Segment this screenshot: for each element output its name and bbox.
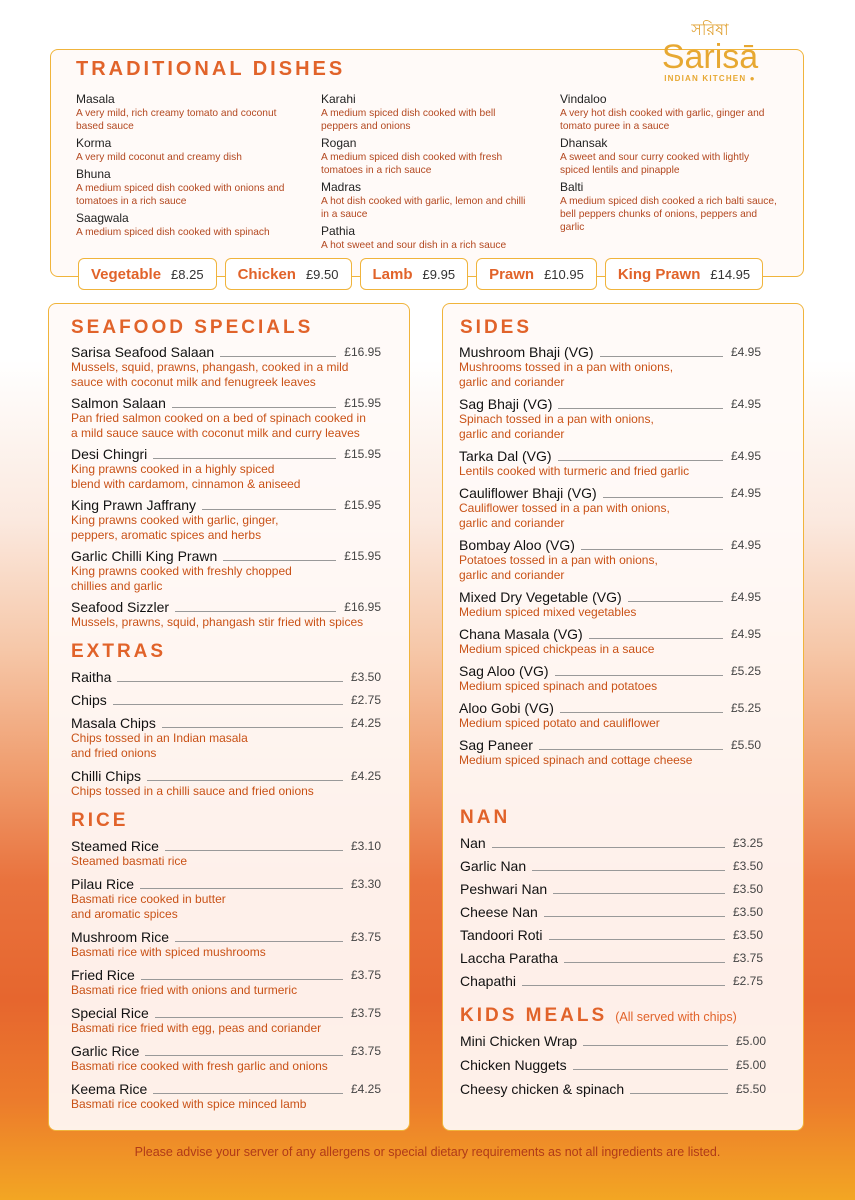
leader-line	[581, 549, 723, 550]
menu-item-description: Spinach tossed in a pan with onions,	[459, 412, 654, 426]
menu-item-row	[459, 625, 761, 642]
menu-item-description: Basmati rice fried with onions and turmeric	[71, 983, 298, 997]
menu-item-price: £3.30	[350, 877, 381, 891]
menu-item	[459, 536, 761, 583]
leader-line	[172, 407, 336, 408]
nan-title: NAN	[460, 807, 511, 828]
protein-price: £9.50	[305, 266, 339, 282]
kids-meals-list	[460, 1032, 766, 1104]
menu-item-row	[71, 598, 381, 615]
dish-description: A sweet and sour curry cooked with lightly spiced lentils and pinapple	[560, 152, 750, 176]
leader-line	[223, 560, 336, 561]
dish-description: A very mild coconut and creamy dish	[76, 152, 242, 163]
dish-name: Saagwala	[76, 211, 129, 225]
traditional-dish	[76, 167, 306, 208]
menu-item-price: £3.50	[732, 859, 763, 873]
menu-item-row	[459, 343, 761, 360]
menu-item	[459, 662, 761, 694]
leader-line	[558, 460, 723, 461]
menu-item-name: Cauliflower Bhaji (VG)	[459, 485, 597, 501]
logo-tagline: INDIAN KITCHEN ●	[664, 74, 756, 83]
leader-line	[220, 356, 336, 357]
dish-name: Korma	[76, 136, 112, 150]
menu-item-row	[71, 1080, 381, 1097]
menu-item-price: £16.95	[344, 600, 381, 614]
menu-item-row	[459, 588, 761, 605]
menu-item-name: Sag Paneer	[459, 737, 533, 753]
menu-item	[71, 668, 381, 685]
menu-item-price: £3.75	[350, 968, 381, 982]
dish-description: A medium spiced dish cooked with onions and tomatoes in a rich sauce	[76, 183, 285, 207]
menu-item	[460, 1056, 766, 1073]
menu-item-row	[71, 547, 381, 564]
traditional-dish	[560, 180, 780, 234]
dish-name: Bhuna	[76, 167, 111, 181]
menu-item-row	[71, 875, 381, 892]
protein-name: Chicken	[237, 265, 296, 283]
menu-item-name: Chapathi	[460, 973, 517, 989]
kids-meals-title: KIDS MEALS (All served with chips)	[460, 1005, 737, 1026]
menu-item-price: £4.95	[730, 345, 761, 359]
menu-item-price: £4.25	[350, 1082, 381, 1096]
menu-item-price: £5.00	[735, 1034, 766, 1048]
protein-price-box	[225, 258, 352, 290]
menu-item-description: Mussels, squid, prawns, phangash, cooked in a mild	[71, 360, 349, 374]
menu-item-description: Medium spiced chickpeas in a sauce	[459, 642, 655, 656]
menu-item	[460, 834, 763, 851]
sides-list	[459, 343, 761, 773]
menu-item-name: Special Rice	[71, 1005, 149, 1021]
leader-line	[600, 356, 723, 357]
menu-item-price: £15.95	[344, 447, 381, 461]
menu-item-description: and aromatic spices	[71, 907, 178, 921]
menu-item	[460, 949, 763, 966]
nan-list	[460, 834, 763, 995]
menu-item-price: £3.75	[350, 1006, 381, 1020]
leader-line	[202, 509, 336, 510]
leader-line	[162, 727, 343, 728]
menu-item-name: Garlic Chilli King Prawn	[71, 548, 218, 564]
leader-line	[555, 675, 723, 676]
menu-item-description: Basmati rice cooked with spice minced lamb	[71, 1097, 307, 1111]
menu-item-price: £4.95	[730, 397, 761, 411]
menu-item-description: and fried onions	[71, 746, 157, 760]
traditional-dish	[560, 92, 780, 133]
menu-item-price: £3.75	[732, 951, 763, 965]
menu-item	[459, 588, 761, 620]
leader-line	[589, 638, 723, 639]
menu-item	[71, 691, 381, 708]
dish-name: Masala	[76, 92, 115, 106]
menu-item	[71, 966, 381, 998]
menu-item-description: King prawns cooked with freshly chopped	[71, 564, 292, 578]
menu-item	[459, 736, 761, 768]
protein-price-box	[360, 258, 469, 290]
leader-line	[147, 780, 343, 781]
protein-name: Lamb	[372, 265, 413, 283]
menu-item-description: garlic and coriander	[459, 516, 565, 530]
protein-name: Vegetable	[91, 265, 162, 283]
leader-line	[155, 1017, 343, 1018]
dish-description: A very mild, rich creamy tomato and coconut based sauce	[76, 108, 277, 132]
menu-item	[71, 547, 381, 594]
menu-item-price: £3.25	[732, 836, 763, 850]
menu-item-name: Bombay Aloo (VG)	[459, 537, 575, 553]
menu-item-price: £5.00	[735, 1058, 766, 1072]
seafood-specials-title: SEAFOOD SPECIALS	[71, 317, 314, 338]
menu-item-description: Chips tossed in a chilli sauce and fried onions	[71, 784, 314, 798]
protein-price: £14.95	[710, 266, 751, 282]
leader-line	[153, 458, 336, 459]
menu-item	[460, 857, 763, 874]
leader-line	[564, 962, 725, 963]
leader-line	[560, 712, 723, 713]
menu-item-row	[71, 966, 381, 983]
menu-item-name: Mushroom Bhaji (VG)	[459, 344, 594, 360]
menu-item-description: King prawns cooked in a highly spiced	[71, 462, 275, 476]
menu-item-description: peppers, aromatic spices and herbs	[71, 528, 262, 542]
menu-item-row	[71, 928, 381, 945]
menu-item	[460, 1080, 766, 1097]
protein-price: £10.95	[544, 266, 584, 282]
menu-item-price: £5.50	[735, 1082, 766, 1096]
leader-line	[153, 1093, 343, 1094]
menu-item-row	[71, 691, 381, 708]
traditional-dish	[321, 180, 531, 221]
sarisa-logo	[650, 22, 770, 83]
menu-item-name: Chips	[71, 692, 107, 708]
menu-item-price: £4.95	[730, 486, 761, 500]
traditional-dish	[321, 136, 531, 177]
menu-item-name: Aloo Gobi (VG)	[459, 700, 554, 716]
dish-description: A hot dish cooked with garlic, lemon and chilli in a sauce	[321, 196, 526, 220]
menu-item-name: Chilli Chips	[71, 768, 142, 784]
menu-item-row	[460, 949, 763, 966]
menu-item-name: Sag Bhaji (VG)	[459, 396, 553, 412]
logo-name: Sarisā	[661, 38, 759, 76]
menu-item-row	[460, 972, 763, 989]
menu-item-description: garlic and coriander	[459, 375, 565, 389]
menu-item-name: Chana Masala (VG)	[459, 626, 583, 642]
menu-item-description: a mild sauce sauce with coconut milk and curry leaves	[71, 426, 360, 440]
protein-price-box	[605, 258, 763, 290]
menu-item-description: Basmati rice cooked with fresh garlic and onions	[71, 1059, 328, 1073]
leader-line	[165, 850, 343, 851]
menu-item-price: £5.25	[730, 664, 761, 678]
menu-item-price: £4.95	[730, 590, 761, 604]
menu-item-description: garlic and coriander	[459, 568, 565, 582]
menu-item-description: blend with cardamom, cinnamon & aniseed	[71, 477, 301, 491]
protein-price-list	[78, 258, 763, 290]
menu-item-description: Lentils cooked with turmeric and fried garlic	[459, 464, 690, 478]
menu-item-name: Fried Rice	[71, 967, 135, 983]
menu-item-row	[71, 1004, 381, 1021]
rice-title: RICE	[71, 810, 129, 831]
leader-line	[603, 497, 723, 498]
menu-item-price: £2.75	[732, 974, 763, 988]
menu-item-price: £15.95	[344, 498, 381, 512]
menu-item-name: Sag Aloo (VG)	[459, 663, 549, 679]
menu-item	[71, 837, 381, 869]
menu-item	[71, 598, 381, 630]
protein-name: Prawn	[489, 265, 535, 283]
menu-item-name: Cheesy chicken & spinach	[460, 1081, 625, 1097]
traditional-dish	[76, 92, 306, 133]
menu-item-description: Medium spiced spinach and cottage cheese	[459, 753, 693, 767]
menu-item-row	[71, 668, 381, 685]
menu-item-description: Potatoes tossed in a pan with onions,	[459, 553, 658, 567]
leader-line	[630, 1093, 728, 1094]
menu-item	[460, 926, 763, 943]
menu-item-name: Garlic Rice	[71, 1043, 140, 1059]
menu-item-description: Basmati rice with spiced mushrooms	[71, 945, 266, 959]
menu-item-name: Peshwari Nan	[460, 881, 548, 897]
menu-item	[459, 343, 761, 390]
allergen-footer-note: Please advise your server of any allergens or special dietary requirements as not all ingredients are listed.	[134, 1145, 721, 1159]
traditional-dish	[76, 211, 306, 239]
dish-name: Balti	[560, 180, 584, 194]
menu-item-row	[460, 880, 763, 897]
menu-item	[459, 699, 761, 731]
menu-item	[459, 447, 761, 479]
menu-item	[71, 496, 381, 543]
menu-item-description: Chips tossed in an Indian masala	[71, 731, 248, 745]
menu-item-row	[460, 834, 763, 851]
menu-item-price: £3.50	[732, 905, 763, 919]
leader-line	[573, 1069, 728, 1070]
traditional-column-2	[321, 92, 531, 255]
leader-line	[145, 1055, 343, 1056]
menu-item-row	[460, 903, 763, 920]
leader-line	[492, 847, 725, 848]
menu-item-price: £3.50	[732, 928, 763, 942]
menu-item-name: Garlic Nan	[460, 858, 527, 874]
sides-title: SIDES	[460, 317, 533, 338]
menu-item-name: Tarka Dal (VG)	[459, 448, 552, 464]
menu-item-name: Seafood Sizzler	[71, 599, 170, 615]
menu-item-row	[459, 395, 761, 412]
rice-list	[71, 837, 381, 1118]
menu-item-row	[460, 857, 763, 874]
leader-line	[522, 985, 725, 986]
menu-item	[459, 395, 761, 442]
traditional-dish	[76, 136, 306, 164]
menu-item-price: £2.75	[350, 693, 381, 707]
leader-line	[532, 870, 725, 871]
menu-item	[71, 714, 381, 761]
menu-item-description: Medium spiced potato and cauliflower	[459, 716, 660, 730]
menu-item-description: garlic and coriander	[459, 427, 565, 441]
menu-item	[71, 928, 381, 960]
leader-line	[175, 941, 343, 942]
menu-item-price: £3.75	[350, 1044, 381, 1058]
menu-item-description: chillies and garlic	[71, 579, 163, 593]
traditional-dishes-title: TRADITIONAL DISHES	[76, 58, 346, 80]
menu-item-name: Chicken Nuggets	[460, 1057, 567, 1073]
traditional-column-1	[76, 92, 306, 242]
menu-item-row	[71, 767, 381, 784]
menu-item-description: Steamed basmati rice	[71, 854, 188, 868]
menu-item-row	[460, 1056, 766, 1073]
menu-item-description: Medium spiced spinach and potatoes	[459, 679, 658, 693]
menu-item	[71, 394, 381, 441]
menu-item-row	[71, 837, 381, 854]
menu-item-row	[71, 394, 381, 411]
extras-title: EXTRAS	[71, 641, 167, 662]
protein-name: King Prawn	[617, 265, 701, 283]
leader-line	[549, 939, 725, 940]
menu-item	[459, 484, 761, 531]
menu-item-name: Mixed Dry Vegetable (VG)	[459, 589, 622, 605]
menu-item	[459, 625, 761, 657]
menu-item	[71, 445, 381, 492]
protein-price: £8.25	[171, 266, 204, 282]
menu-item-price: £5.50	[730, 738, 761, 752]
protein-price: £9.95	[422, 266, 456, 282]
menu-item-row	[459, 662, 761, 679]
menu-item	[460, 1032, 766, 1049]
menu-item	[71, 767, 381, 799]
menu-item-price: £4.95	[730, 538, 761, 552]
leader-line	[558, 408, 723, 409]
menu-item-row	[459, 484, 761, 501]
menu-item-row	[71, 1042, 381, 1059]
menu-item	[460, 903, 763, 920]
menu-item-description: Medium spiced mixed vegetables	[459, 605, 637, 619]
menu-item-price: £15.95	[344, 549, 381, 563]
traditional-dish	[321, 224, 531, 252]
menu-item-name: Keema Rice	[71, 1081, 148, 1097]
menu-item-description: Basmati rice fried with egg, peas and coriander	[71, 1021, 322, 1035]
menu-item	[71, 1042, 381, 1074]
menu-item-row	[71, 445, 381, 462]
menu-item-row	[459, 736, 761, 753]
protein-price-box	[476, 258, 597, 290]
menu-item-name: Steamed Rice	[71, 838, 159, 854]
menu-item	[71, 1080, 381, 1112]
menu-item-name: Nan	[460, 835, 486, 851]
dish-name: Dhansak	[560, 136, 608, 150]
leader-line	[628, 601, 723, 602]
menu-item-price: £4.25	[350, 769, 381, 783]
menu-item	[71, 1004, 381, 1036]
menu-item-price: £4.95	[730, 449, 761, 463]
menu-item-price: £3.50	[350, 670, 381, 684]
menu-item-description: Cauliflower tossed in a pan with onions,	[459, 501, 670, 515]
leader-line	[544, 916, 725, 917]
menu-item-row	[71, 496, 381, 513]
menu-item-row	[460, 1080, 766, 1097]
menu-item-description: Mushrooms tossed in a pan with onions,	[459, 360, 674, 374]
dish-description: A medium spiced dish cooked with fresh tomatoes in a rich sauce	[321, 152, 503, 176]
menu-item	[71, 343, 381, 390]
menu-item-name: Masala Chips	[71, 715, 156, 731]
menu-item-price: £4.25	[350, 716, 381, 730]
menu-item-name: Cheese Nan	[460, 904, 538, 920]
extras-list	[71, 668, 381, 805]
menu-item-row	[71, 343, 381, 360]
menu-item-row	[459, 536, 761, 553]
leader-line	[141, 979, 343, 980]
dish-description: A hot sweet and sour dish in a rich sauce	[321, 240, 507, 251]
menu-item-name: Mushroom Rice	[71, 929, 170, 945]
leader-line	[140, 888, 343, 889]
menu-item-name: Desi Chingri	[71, 446, 148, 462]
menu-item-description: Pan fried salmon cooked on a bed of spinach cooked in	[71, 411, 366, 425]
menu-item-price: £16.95	[344, 345, 381, 359]
menu-item	[71, 875, 381, 922]
protein-price-box	[78, 258, 217, 290]
dish-name: Rogan	[321, 136, 357, 150]
menu-item-description: Basmati rice cooked in butter	[71, 892, 226, 906]
menu-item-name: Raitha	[71, 669, 112, 685]
dish-name: Pathia	[321, 224, 356, 238]
menu-item-row	[460, 1032, 766, 1049]
dish-name: Madras	[321, 180, 362, 194]
dish-description: A medium spiced dish cooked with spinach	[76, 227, 270, 238]
menu-item-name: Mini Chicken Wrap	[460, 1033, 578, 1049]
menu-item-price: £3.75	[350, 930, 381, 944]
menu-item	[460, 880, 763, 897]
menu-item-row	[460, 926, 763, 943]
menu-item-description: sauce with coconut milk and fenugreek leaves	[71, 375, 316, 389]
dish-name: Vindaloo	[560, 92, 607, 106]
menu-item	[460, 972, 763, 989]
menu-item-price: £5.25	[730, 701, 761, 715]
menu-item-description: King prawns cooked with garlic, ginger,	[71, 513, 279, 527]
menu-item-name: Sarisa Seafood Salaan	[71, 344, 215, 360]
traditional-dish	[321, 92, 531, 133]
menu-item-price: £4.95	[730, 627, 761, 641]
menu-item-row	[459, 447, 761, 464]
menu-item-row	[71, 714, 381, 731]
leader-line	[583, 1045, 728, 1046]
menu-item-description: Mussels, prawns, squid, phangash stir fried with spices	[71, 615, 364, 629]
menu-item-name: King Prawn Jaffrany	[71, 497, 197, 513]
leader-line	[539, 749, 723, 750]
logo-bengali-text: সরিষা	[691, 22, 729, 39]
dish-name: Karahi	[321, 92, 356, 106]
menu-item-name: Salmon Salaan	[71, 395, 166, 411]
leader-line	[113, 704, 343, 705]
dish-description: A very hot dish cooked with garlic, ginger and tomato puree in a sauce	[560, 108, 765, 132]
kids-meals-note: (All served with chips)	[615, 1010, 737, 1024]
leader-line	[117, 681, 343, 682]
dish-description: A medium spiced dish cooked a rich balti sauce, bell peppers chunks of onions, peppers and garlic	[560, 196, 777, 233]
dish-description: A medium spiced dish cooked with bell peppers and onions	[321, 108, 496, 132]
menu-item-price: £3.10	[350, 839, 381, 853]
traditional-column-3	[560, 92, 780, 237]
leader-line	[175, 611, 336, 612]
traditional-dish	[560, 136, 780, 177]
menu-item-name: Laccha Paratha	[460, 950, 559, 966]
seafood-list	[71, 343, 381, 634]
menu-item-name: Tandoori Roti	[460, 927, 543, 943]
menu-item-name: Pilau Rice	[71, 876, 135, 892]
menu-item-price: £15.95	[344, 396, 381, 410]
menu-item-price: £3.50	[732, 882, 763, 896]
leader-line	[553, 893, 725, 894]
menu-item-row	[459, 699, 761, 716]
